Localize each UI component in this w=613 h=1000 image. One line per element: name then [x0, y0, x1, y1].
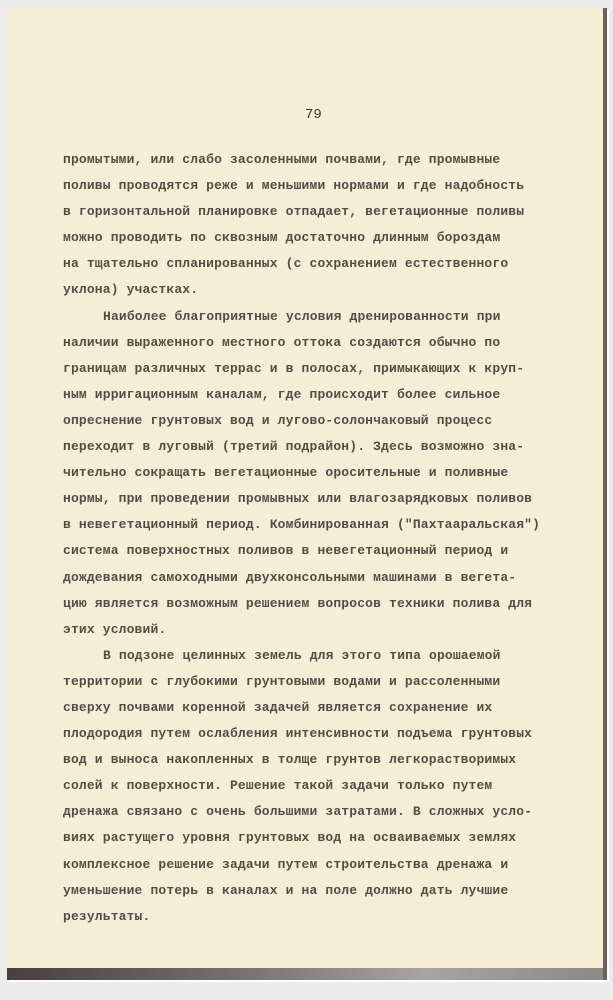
text-line: ным ирригационным каналам, где происходит более сильное: [63, 386, 501, 402]
text-line: результаты.: [63, 908, 151, 924]
text-line: вод и выноса накопленных в толще грунтов легкорастворимых: [63, 752, 517, 768]
text-line: поливы проводятся реже и меньшими нормами и где надобность: [63, 178, 525, 194]
text-line: этих условий.: [63, 621, 167, 637]
text-line: наличии выраженного местного оттока создаются обычно по: [63, 334, 501, 350]
text-line: чительно сокращать вегетационные оросительные и поливные: [63, 465, 509, 481]
text-line: границам различных террас и в полосах, примыкающих к круп-: [63, 360, 525, 376]
text-line: в невегетационный период. Комбинированная ("Пахтааральская"): [63, 517, 541, 533]
body-text: [63, 147, 603, 930]
text-line: уменьшение потерь в каналах и на поле должно дать лучшие: [63, 882, 509, 898]
text-line: можно проводить по сквозным достаточно длинным бороздам: [63, 230, 501, 246]
text-line: В подзоне целинных земель для этого типа орошаемой: [103, 647, 501, 663]
text-line: комплексное решение задачи путем строительства дренажа и: [63, 856, 509, 872]
text-line: уклона) участках.: [63, 282, 199, 298]
text-line: плодородия путем ослабления интенсивности подъема грунтовых: [63, 726, 533, 742]
page-number: 79: [305, 107, 322, 123]
document-page: [7, 8, 607, 980]
text-line: дождевания самоходными двухконсольными машинами в вегета-: [63, 569, 517, 585]
text-line: на тщательно спланированных (с сохранением естественного: [63, 256, 509, 272]
text-line: дренажа связано с очень большими затратами. В сложных усло-: [63, 804, 533, 820]
text-line: Наиболее благоприятные условия дренированности при: [103, 308, 501, 324]
text-line: территории с глубокими грунтовыми водами и рассоленными: [63, 673, 501, 689]
text-line: опреснение грунтовых вод и лугово-солончаковый процесс: [63, 412, 493, 428]
text-line: сверху почвами коренной задачей является сохранение их: [63, 699, 493, 715]
text-line: виях растущего уровня грунтовых вод на осваиваемых землях: [63, 830, 517, 846]
text-line: цию является возможным решением вопросов техники полива для: [63, 595, 533, 611]
text-line: промытыми, или слабо засоленными почвами, где промывные: [63, 152, 501, 167]
text-line: солей к поверхности. Решение такой задачи только путем: [63, 778, 493, 794]
text-line: в горизонтальной планировке отпадает, вегетационные поливы: [63, 204, 525, 220]
text-line: переходит в луговый (третий подрайон). Здесь возможно зна-: [63, 439, 525, 455]
text-line: система поверхностных поливов в невегетационный период и: [63, 543, 509, 559]
text-line: нормы, при проведении промывных или влагозарядковых поливов: [63, 491, 533, 507]
